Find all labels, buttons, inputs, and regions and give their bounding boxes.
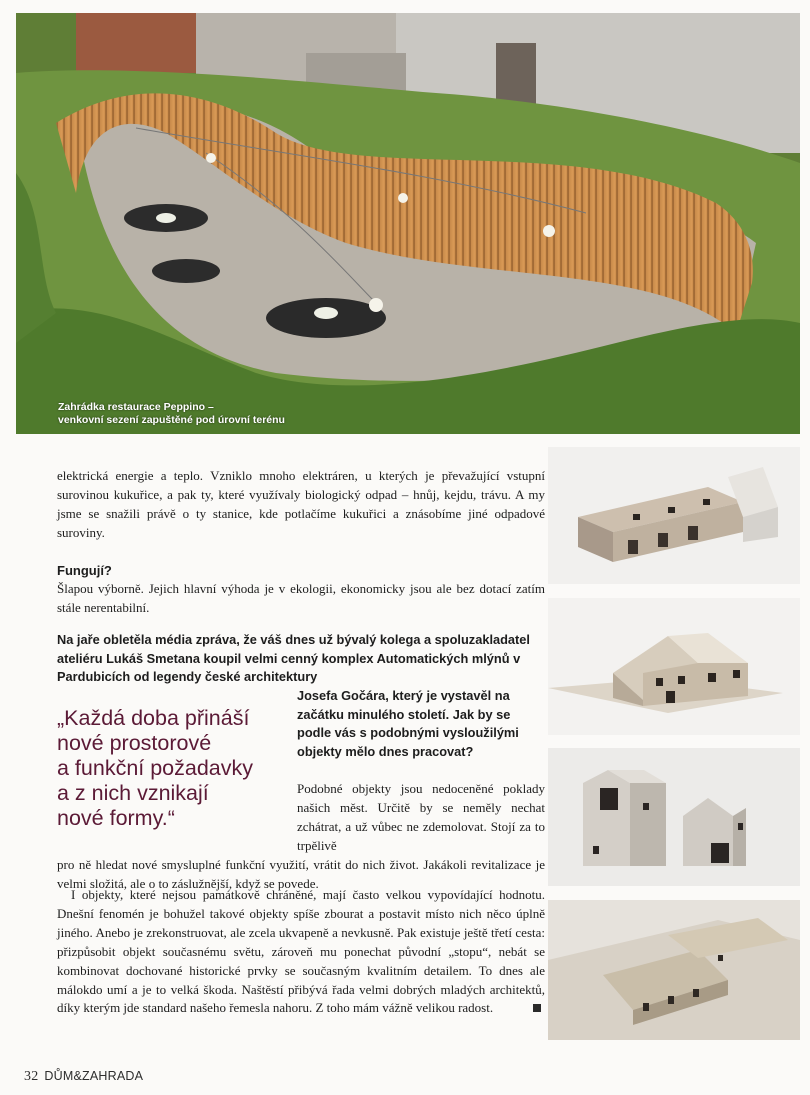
- pull-quote-line: a z nich vznikají: [57, 781, 209, 805]
- answer-paragraph-1: Šlapou výborně. Jejich hlavní výhoda je v ekologii, ekonomicky jsou ale bez dotací zatím stále nerentabilní.: [57, 581, 545, 615]
- photo-caption: [58, 401, 358, 427]
- pull-quote-line: a funkční požadavky: [57, 756, 254, 780]
- end-of-article-mark: [533, 1004, 541, 1012]
- answer-paragraph-3-text: I objekty, které nejsou památkově chráněné, mají často velkou vypovídající hodnotu. Dnešní fenomén je bohužel takové objekty spíše zbourat a postavit místo nich něco úplně jiného. Anebo je zrekonstruovat, ale zcela ukvapeně a nevkusně. Pak existuje ještě třetí cesta: přizpůsobit objekt současnému světu, zároveň mu ponechat původní „stopu“, nebát se kombinovat dochované historické prvky se současným kvalitním detailem. To dnes ale málokdo umí a je to velká škoda. Naštěstí přibývá řada velmi dobrých mladých architektů, díky kterým jde standard našeho řemesla nahoru. Z toho mám vážně velikou radost.: [57, 887, 545, 1016]
- pull-quote-line: „Každá doba přináší: [57, 706, 250, 730]
- model-photo-two-houses: [548, 748, 800, 886]
- pull-quote: [57, 706, 287, 831]
- question-paragraph-2-part-2: Josefa Gočára, který je vystavěl na začátku minulého století. Jak by se podle vás s podobnými vysloužilými objekty mělo dnes pracovat?: [297, 688, 519, 759]
- model-photo-landscape: [548, 900, 800, 1040]
- answer-paragraph-2-continued: pro ně hledat nové smysluplné funkční využití, vrátit do nich život. Jakákoli revitalizace je velmi složitá, ale o to záslužnější, když se povede.: [57, 857, 545, 891]
- pull-quote-line: nové formy.“: [57, 806, 175, 830]
- page-footer: [24, 1069, 143, 1085]
- question-paragraph-2-part-1: Na jaře obletěla média zpráva, že váš dnes už bývalý kolega a spoluzakladatel ateliéru Lukáš Smetana koupil velmi cenný komplex Automatických mlýnů v Pardubicích od legendy české architektury: [57, 632, 530, 684]
- caption-line-1: Zahrádka restaurace Peppino –: [58, 401, 214, 413]
- answer-paragraph-2-column: Podobné objekty jsou nedoceněné poklady našich měst. Určitě by se neměly nechat zchátrat, a už vůbec ne zdemolovat. Stojí za to trpělivě: [297, 781, 545, 853]
- page-number: 32: [24, 1069, 39, 1084]
- pull-quote-line: nové prostorové: [57, 731, 212, 755]
- garden-illustration: [16, 13, 800, 434]
- model-photo-house: [548, 598, 800, 735]
- question-heading-1: Fungují?: [57, 563, 112, 578]
- caption-line-2: venkovní sezení zapuštěné pod úrovní terénu: [58, 414, 285, 426]
- model-photo-barn: [548, 447, 800, 584]
- garden-photo: [16, 13, 800, 434]
- magazine-name: DŮM&ZAHRADA: [44, 1069, 144, 1083]
- article-intro-paragraph: elektrická energie a teplo. Vzniklo mnoho elektráren, u kterých je převažující vstupní surovinou kukuřice, a pak ty, které využívaly biologický odpad – hnůj, kejdu, trávu. A my jsme se snažili právě o ty stanice, kde potlačíme kukuřici a znásobíme jiné odpadové suroviny.: [57, 468, 545, 540]
- answer-paragraph-3: [57, 886, 545, 1018]
